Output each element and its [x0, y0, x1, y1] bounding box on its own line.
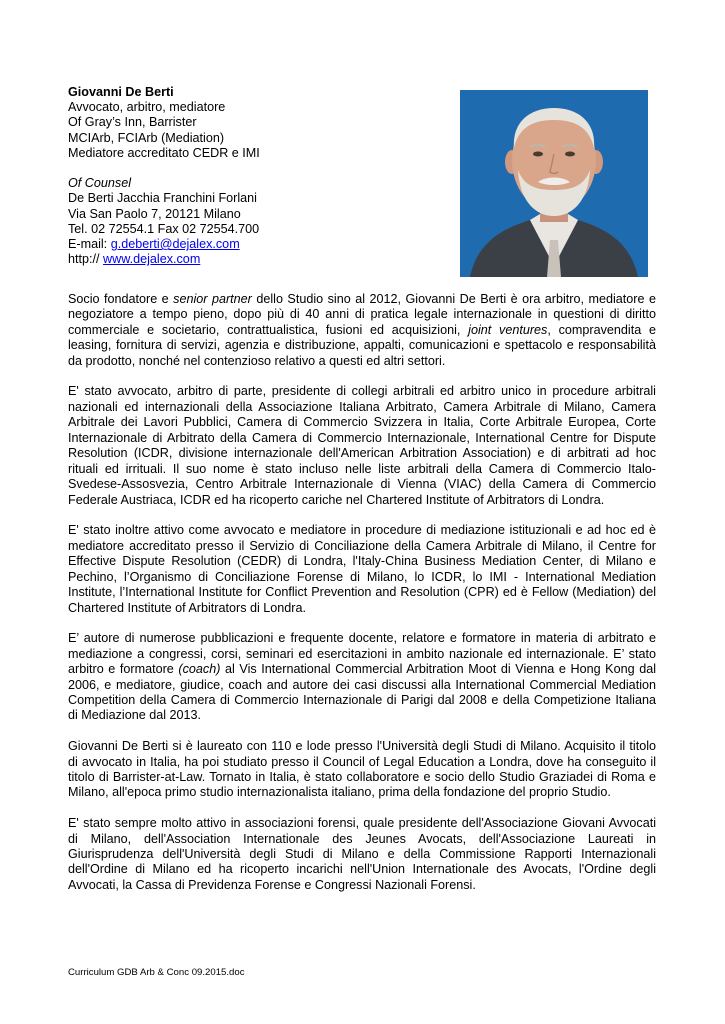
firm-line: De Berti Jacchia Franchini Forlani [68, 191, 257, 206]
p1-italic-joint-ventures: joint ventures [468, 322, 548, 337]
title-line-1: Avvocato, arbitro, mediatore [68, 100, 226, 115]
paragraph-4 [68, 631, 656, 724]
contact-header [68, 85, 448, 267]
p4-text-c: al Vis International Commercial Arbitration Moot di Vienna e Hong Kong dal 2006, e mediatore, giudice, coach and autore dei casi discussi alla International Commercial Mediation Competition della Camera di Commercio Internazionale di Parigi dal 2008 e della Competizione Italiana di Mediazione dal 2013. [68, 662, 656, 723]
portrait-photo [460, 90, 648, 277]
p4-italic-coach: (coach) [178, 662, 221, 677]
right-eye [565, 152, 575, 157]
web-label: http:// [68, 252, 104, 267]
person-name: Giovanni De Berti [68, 85, 174, 99]
title-line-3: MCIArb, FCIArb (Mediation) [68, 130, 225, 145]
email-label: E-mail: [68, 237, 111, 252]
document-footer: Curriculum GDB Arb & Conc 09.2015.doc [68, 967, 245, 978]
email-line [68, 237, 448, 252]
phone-line: Tel. 02 72554.1 Fax 02 72554.700 [68, 221, 260, 236]
paragraph-6: E' stato sempre molto attivo in associazioni forensi, quale presidente dell'Associazione Giovani Avvocati di Milano, dell'Association Internationale des Jeunes Avocats, dell'Associazione Laureati in Giurisprudenza dell'Università degli Studi di Milano e della Commissione Rapporti Internazionali dell'Ordine di Milano ed ha ricoperto incarichi nell'Union Internationale des Avocats, l'Ordine degli Avvocati, la Cassa di Previdenza Forense e Congressi Nazionali Forensi. [68, 816, 656, 892]
title-line-2: Of Gray’s Inn, Barrister [68, 115, 197, 130]
paragraph-2: E' stato avvocato, arbitro di parte, presidente di collegi arbitrali ed arbitro unico in procedure arbitrali nazionali ed internazionali della Associazione Italiana Arbitrato, Camera Arbitrale di Milano, Camera Arbitrale dei Lavori Pubblici, Camera di Commercio Svizzera in Italia, Corte Arbitrale Europea, Corte Internazionale di Arbitrato della Camera di Commercio Internazionale, International Centre for Dispute Resolution (ICDR, divisione internazionale dell'American Arbitration Association) e di arbitrati ad hoc rituali ed irrituali. Il suo nome è stato incluso nelle liste arbitrali della Camera di Commercio Italo-Svedese-Assosvezia, Centro Arbitrale Internazionale di Vienna (VIAC) della Camera di Commercio Federale Austriaca, ICDR ed ha ricoperto cariche nel Chartered Institute of Arbitrators di Londra. [68, 384, 656, 507]
website-link[interactable]: www.dejalex.com [103, 252, 201, 267]
left-eye [533, 152, 543, 157]
address-line: Via San Paolo 7, 20121 Milano [68, 206, 241, 221]
email-link[interactable]: g.deberti@dejalex.com [110, 237, 240, 252]
portrait-illustration [460, 90, 648, 277]
p1-text-c: dello Studio sino al 2012, Giovanni De Berti è ora arbitro, mediatore e negoziatore a tempo pieno, dopo più di 40 anni di pratica legale internazionale in questioni di diritto commerciale e societario, contrattualistica, fusioni ed acquisizioni, [68, 292, 656, 337]
p1-italic-senior-partner: senior partner [173, 292, 252, 306]
paragraph-5: Giovanni De Berti si è laureato con 110 e lode presso l'Università degli Studi di Milano. Acquisito il titolo di avvocato in Italia, ha poi studiato presso il Council of Legal Education a Londra, dove ha conseguito il titolo di Barrister-at-Law. Tornato in Italia, è stato collaboratore e socio dello Studio Graziadei di Roma e Milano, all'epoca primo studio internazionalista italiano, prima della fondazione del proprio Studio. [68, 739, 656, 800]
role-line: Of Counsel [68, 176, 131, 191]
biography-body [68, 292, 656, 909]
p4-text-a: E’ autore di numerose pubblicazioni e frequente docente, relatore e formatore in materia di arbitrato e mediazione a congressi, corsi, seminari ed esercitazioni in ambito nazionale ed internazionale. E’ stato arbitro e formatore [68, 631, 656, 677]
paragraph-1 [68, 292, 656, 369]
p1-text-a: Socio fondatore e [68, 292, 174, 306]
p1-text-e: , compravendita e leasing, fornitura di servizi, agenzia e distribuzione, appalti, comunicazioni e spettacolo e responsabilità da prodotto, nonché nel contenzioso relativo a questi ed altri settori. [68, 322, 657, 368]
spacer [68, 161, 448, 176]
web-line [68, 252, 448, 267]
title-line-4: Mediatore accreditato CEDR e IMI [68, 145, 260, 160]
paragraph-3: E' stato inoltre attivo come avvocato e mediatore in procedure di mediazione istituzionali e ad hoc ed è mediatore accreditato presso il Servizio di Conciliazione della Camera Arbitrale di Milano, il Centre for Effective Dispute Resolution (CEDR) di Londra, l'Italy-China Business Mediation Center, di Milano e Pechino, l’Organismo di Conciliazione Forense di Milano, lo ICDR, lo IMI - International Mediation Institute, l’International Institute for Conflict Prevention and Resolution (CPR) ed è Fellow (Mediation) del Chartered Institute of Arbitrators di Londra. [68, 523, 656, 615]
